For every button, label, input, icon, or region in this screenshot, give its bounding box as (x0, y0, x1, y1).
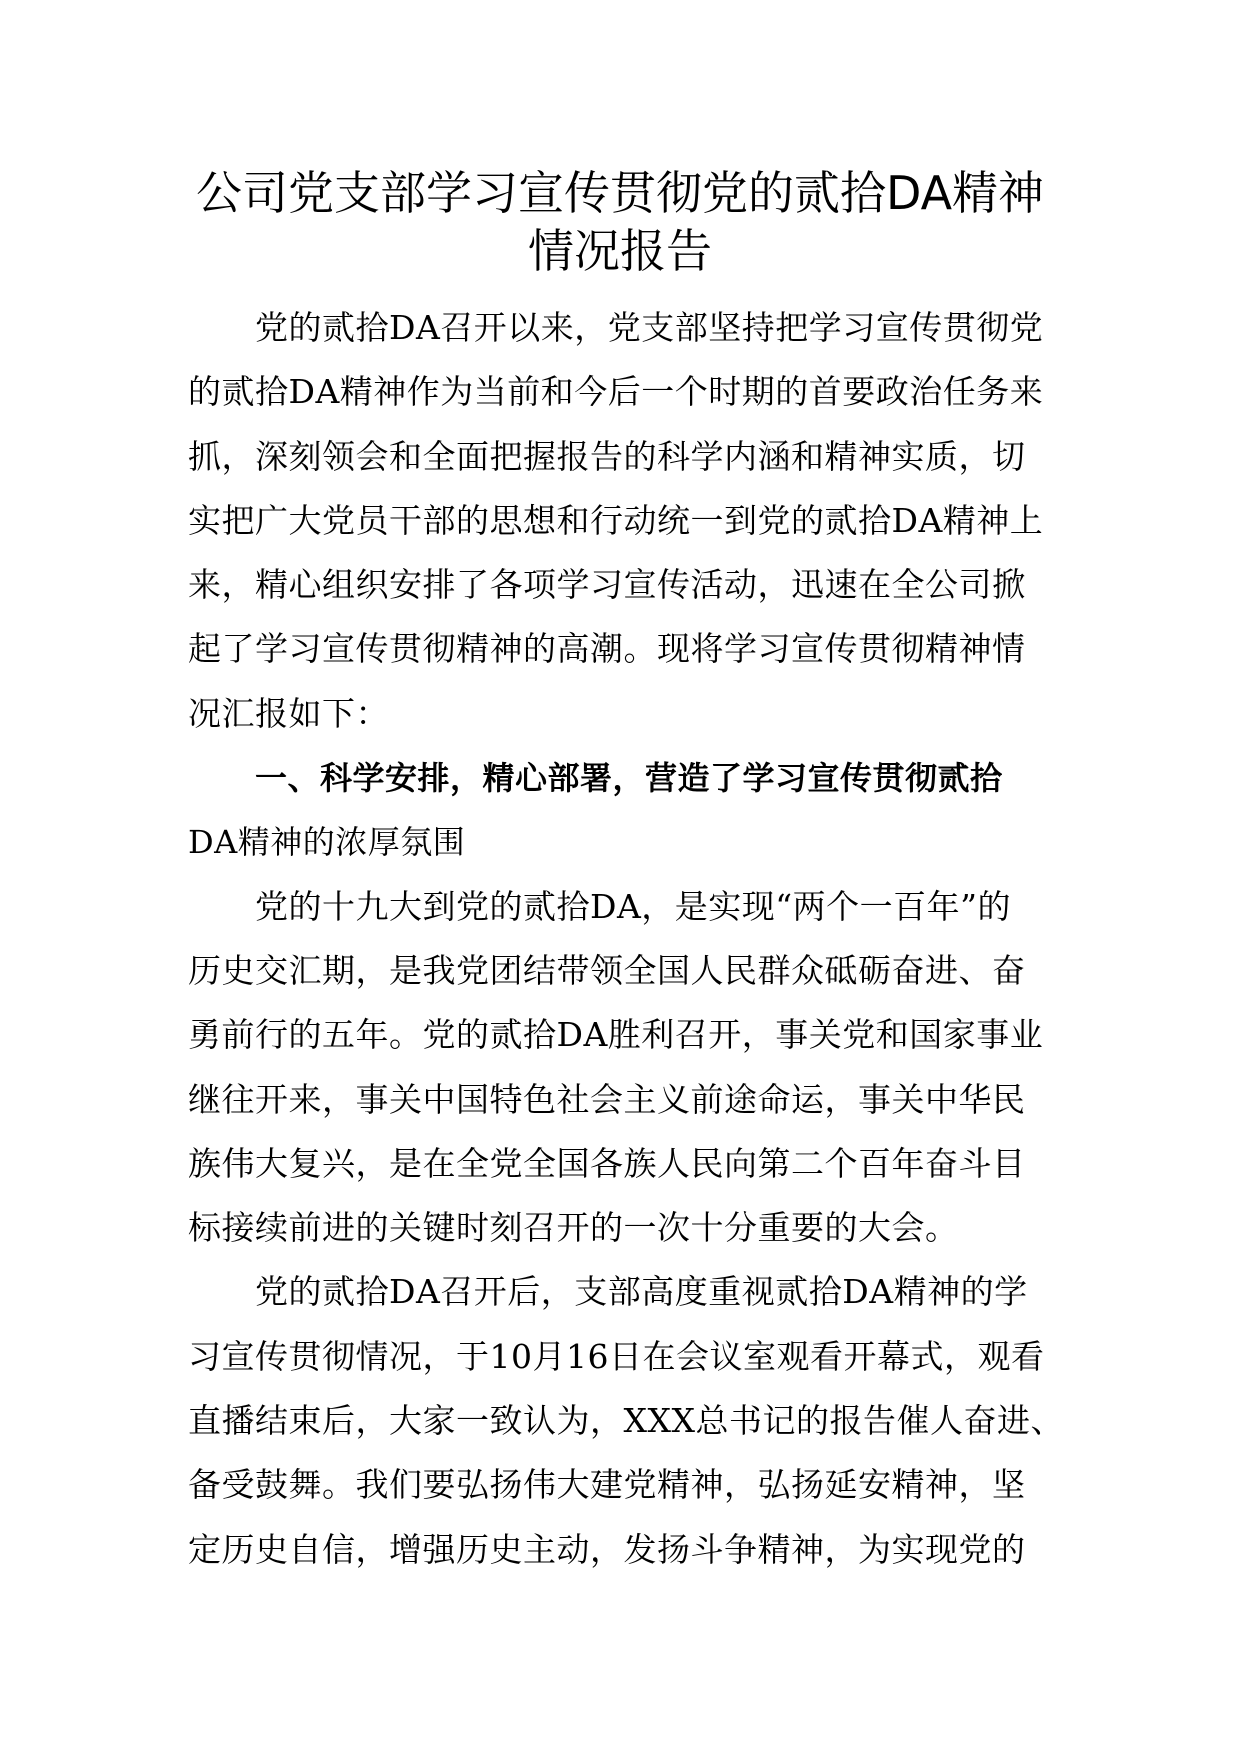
paragraph-line: 党的十九大到党的贰拾DA，是实现“两个一百年”的 (255, 886, 1012, 926)
paragraph-line: 的贰拾DA精神作为当前和今后一个时期的首要政治任务来 (188, 372, 1044, 412)
paragraph-line: 实把广大党员干部的思想和行动统一到党的贰拾DA精神上 (188, 500, 1044, 540)
paragraph-line: 来，精心组织安排了各项学习宣传活动，迅速在全公司掀 (188, 565, 1026, 605)
paragraph-line: 继往开来，事关中国特色社会主义前途命运，事关中华民 (188, 1079, 1026, 1119)
section-heading-line: DA精神的浓厚氛围 (188, 823, 466, 862)
paragraph-line: 备受鼓舞。我们要弘扬伟大建党精神，弘扬延安精神，坚 (188, 1465, 1026, 1505)
document-title (180, 164, 1060, 280)
title-line-2: 情况报告 (528, 224, 712, 278)
paragraph-line: 党的贰拾DA召开后，支部高度重视贰拾DA精神的学 (255, 1272, 1028, 1312)
paragraph-line: 标接续前进的关键时刻召开的一次十分重要的大会。 (188, 1208, 959, 1248)
document-body (188, 296, 1064, 1582)
paragraph-line: 定历史自信，增强历史主动，发扬斗争精神，为实现党的 (188, 1529, 1026, 1569)
paragraph-line: 抓，深刻领会和全面把握报告的科学内涵和精神实质，切 (188, 436, 1026, 476)
paragraph-line: 起了学习宣传贯彻精神的高潮。现将学习宣传贯彻精神情 (188, 629, 1026, 669)
paragraph-line: 况汇报如下： (188, 693, 389, 733)
paragraph-line: 族伟大复兴，是在全党全国各族人民向第二个百年奋斗目 (188, 1143, 1026, 1183)
paragraph-line: 直播结束后，大家一致认为，XXX总书记的报告催人奋进、 (188, 1401, 1064, 1441)
paragraph-line: 习宣传贯彻情况，于10月16日在会议室观看开幕式，观看 (188, 1336, 1045, 1376)
paragraph-line: 历史交汇期，是我党团结带领全国人民群众砥砺奋进、奋 (188, 950, 1026, 990)
section-heading-line: 一、科学安排，精心部署，营造了学习宣传贯彻贰拾 (255, 759, 1003, 798)
paragraph-line: 勇前行的五年。党的贰拾DA胜利召开，事关党和国家事业 (188, 1015, 1044, 1055)
title-line-1: 公司党支部学习宣传贯彻党的贰拾DA精神 (195, 166, 1045, 220)
paragraph-line: 党的贰拾DA召开以来，党支部坚持把学习宣传贯彻党 (255, 308, 1044, 347)
